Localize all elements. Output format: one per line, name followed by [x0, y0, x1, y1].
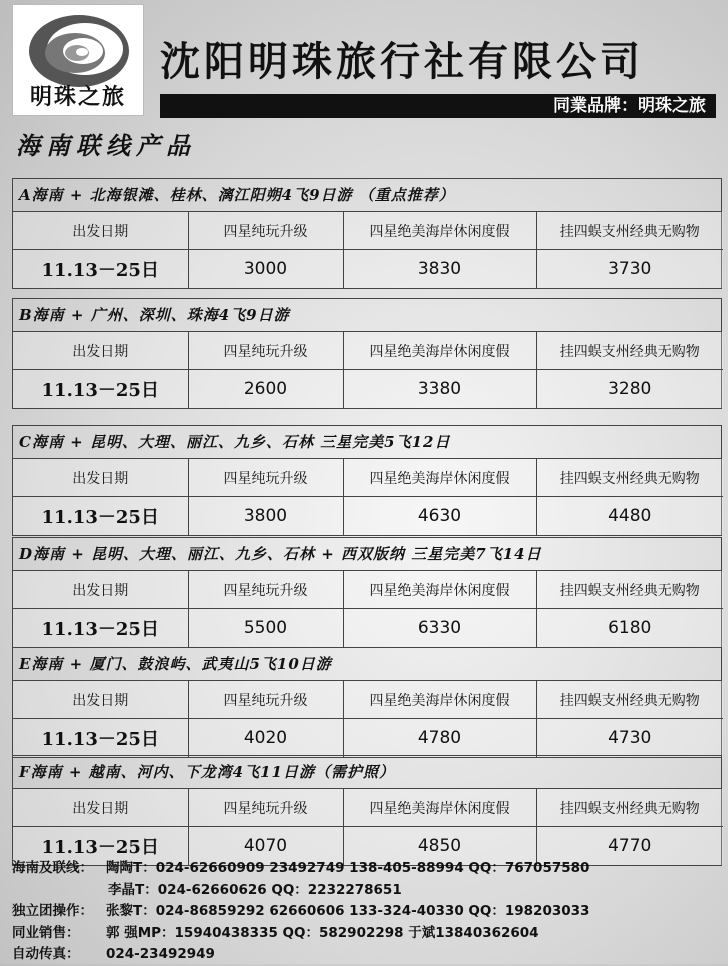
column-header: 出发日期 [13, 212, 188, 250]
price-cell: 6330 [343, 609, 536, 648]
column-header: 四星绝美海岸休闲度假 [343, 459, 536, 497]
contact-block [12, 858, 722, 966]
price-cell: 4070 [188, 827, 343, 866]
route-table [12, 647, 722, 758]
logo-text: 明珠之旅 [29, 84, 126, 110]
contact-text: 陶陶T：024-62660909 23492749 138-405-88994 QQ：767057580 [106, 860, 590, 876]
departure-date: 11.13－25日 [13, 250, 188, 289]
contact-text: 024-23492949 [106, 946, 215, 962]
route-title: E海南 + 厦门、鼓浪屿、武夷山5飞10日游 [13, 648, 721, 681]
price-cell: 3830 [343, 250, 536, 289]
contact-label: 独立团操作： [12, 903, 93, 919]
departure-date: 11.13－25日 [13, 497, 188, 536]
price-cell: 4480 [536, 497, 723, 536]
column-header: 出发日期 [13, 459, 188, 497]
route-table [12, 537, 722, 648]
price-cell: 5500 [188, 609, 343, 648]
column-header: 出发日期 [13, 332, 188, 370]
column-header: 出发日期 [13, 571, 188, 609]
column-header: 四星绝美海岸休闲度假 [343, 789, 536, 827]
contact-line [12, 901, 722, 923]
departure-date: 11.13－25日 [13, 719, 188, 758]
column-header: 四星绝美海岸休闲度假 [343, 571, 536, 609]
price-cell: 4020 [188, 719, 343, 758]
route-title: B海南 + 广州、深圳、珠海4飞9日游 [13, 299, 721, 332]
route-title: C海南 + 昆明、大理、丽江、九乡、石林 三星完美5飞12日 [13, 426, 721, 459]
column-header: 挂四蜈支州经典无购物 [536, 571, 723, 609]
route-title: F海南 + 越南、河内、下龙湾4飞11日游（需护照） [13, 756, 721, 789]
column-header: 挂四蜈支州经典无购物 [536, 332, 723, 370]
price-cell: 3800 [188, 497, 343, 536]
contact-text: 李晶T：024-62660626 QQ：2232278651 [108, 881, 402, 898]
route-table [12, 298, 722, 409]
contact-text: 郭 强MP：15940438335 QQ：582902298 于斌13840362604 [106, 924, 539, 941]
column-header: 出发日期 [13, 681, 188, 719]
route-table [12, 178, 722, 289]
departure-date: 11.13－25日 [13, 609, 188, 648]
route-table [12, 425, 722, 536]
company-logo [12, 4, 144, 116]
column-header: 四星纯玩升级 [188, 332, 343, 370]
contact-label: 自动传真： [12, 946, 80, 962]
column-header: 四星纯玩升级 [188, 681, 343, 719]
company-name: 沈阳明珠旅行社有限公司 [160, 39, 644, 85]
price-cell: 4770 [536, 827, 723, 866]
column-header: 挂四蜈支州经典无购物 [536, 681, 723, 719]
route-title: A海南 + 北海银滩、桂林、漓江阳朔4飞9日游 （重点推荐） [13, 179, 721, 212]
contact-line [12, 944, 722, 966]
column-header: 四星纯玩升级 [188, 571, 343, 609]
price-cell: 2600 [188, 370, 343, 409]
column-header: 四星绝美海岸休闲度假 [343, 681, 536, 719]
departure-date: 11.13－25日 [13, 370, 188, 409]
column-header: 四星纯玩升级 [188, 789, 343, 827]
price-cell: 3280 [536, 370, 723, 409]
route-title: D海南 + 昆明、大理、丽江、九乡、石林 + 西双版纳 三星完美7飞14日 [13, 538, 721, 571]
price-cell: 3380 [343, 370, 536, 409]
column-header: 出发日期 [13, 789, 188, 827]
contact-line [12, 858, 722, 880]
column-header: 四星纯玩升级 [188, 212, 343, 250]
price-cell: 3730 [536, 250, 723, 289]
contact-label: 同业销售： [12, 924, 80, 941]
price-cell: 4630 [343, 497, 536, 536]
price-cell: 4780 [343, 719, 536, 758]
price-cell: 4850 [343, 827, 536, 866]
column-header: 四星纯玩升级 [188, 459, 343, 497]
brand-bar: 同業品牌：明珠之旅 [160, 94, 716, 118]
section-title: 海南联线产品 [16, 131, 196, 160]
column-header: 四星绝美海岸休闲度假 [343, 212, 536, 250]
route-table [12, 755, 722, 866]
contact-label: 海南及联线： [12, 860, 93, 876]
contact-line [12, 880, 722, 902]
departure-date: 11.13－25日 [13, 827, 188, 866]
column-header: 挂四蜈支州经典无购物 [536, 212, 723, 250]
column-header: 四星绝美海岸休闲度假 [343, 332, 536, 370]
contact-line [12, 923, 722, 945]
price-cell: 6180 [536, 609, 723, 648]
column-header: 挂四蜈支州经典无购物 [536, 459, 723, 497]
column-header: 挂四蜈支州经典无购物 [536, 789, 723, 827]
price-cell: 4730 [536, 719, 723, 758]
price-cell: 3000 [188, 250, 343, 289]
logo-swirl-icon [27, 11, 131, 91]
contact-text: 张黎T：024-86859292 62660606 133-324-40330 QQ：198203033 [106, 903, 590, 919]
